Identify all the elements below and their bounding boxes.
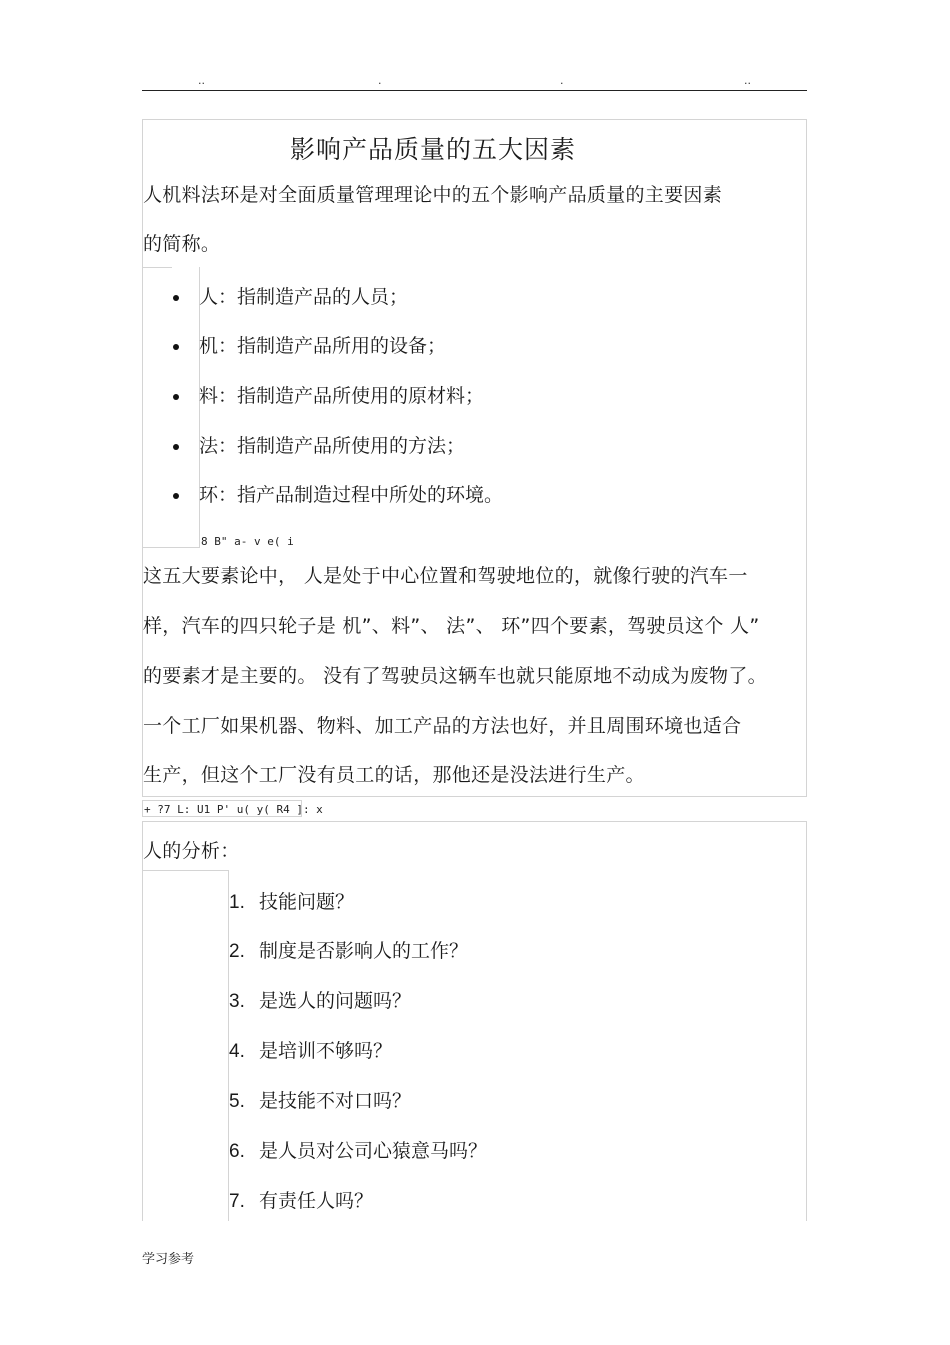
- list-item: 环：指产品制造过程中所处的环境。: [173, 480, 503, 507]
- header-dot: .: [560, 74, 564, 87]
- body-line: 一个工厂如果机器、物料、加工产品的方法也好，并且周围环境也适合: [143, 715, 742, 737]
- intro-line-2: 的简称。: [143, 233, 221, 255]
- body-line: 样，汽车的四只轮子是 机”、料”、 法”、 环”四个要素，驾驶员这个 人”: [143, 615, 760, 637]
- list-item: 6. 是人员对公司心猿意马吗？: [229, 1140, 488, 1162]
- header-dot: .: [378, 74, 382, 87]
- garbled-text: + ?7 L: U1 P' u( y( R4 ]: x: [144, 803, 323, 816]
- list-item: 机：指制造产品所用的设备；: [173, 331, 446, 358]
- page-footer: 学习参考: [142, 1252, 195, 1267]
- list-item: 7. 有责任人吗？: [229, 1190, 374, 1212]
- header-dot: ..: [744, 74, 751, 87]
- content-frame-1: [142, 119, 807, 797]
- list-item: 3. 是选人的问题吗？: [229, 990, 412, 1012]
- divider: [142, 267, 172, 268]
- header-rule: [142, 90, 807, 91]
- bullet-icon: [173, 344, 179, 350]
- analysis-heading: 人的分析：: [143, 840, 240, 862]
- list-item: 人：指制造产品的人员；: [173, 282, 408, 309]
- list-item: 1. 技能问题？: [229, 891, 355, 913]
- garbled-text: 8 B" a- v e( i: [201, 535, 294, 548]
- intro-line-1: 人机料法环是对全面质量管理理论中的五个影响产品质量的主要因素: [143, 184, 723, 206]
- list-item: 法：指制造产品所使用的方法；: [173, 431, 465, 458]
- bullet-icon: [173, 295, 179, 301]
- divider: [142, 870, 228, 871]
- bullet-icon: [173, 493, 179, 499]
- bullet-icon: [173, 394, 179, 400]
- list-item: 4. 是培训不够吗？: [229, 1040, 393, 1062]
- page-title: 影响产品质量的五大因素: [290, 135, 577, 164]
- list-item: 5. 是技能不对口吗？: [229, 1090, 412, 1112]
- body-line: 生产，但这个工厂没有员工的话，那他还是没法进行生产。: [143, 764, 645, 786]
- bullet-icon: [173, 444, 179, 450]
- list-item: 2. 制度是否影响人的工作？: [229, 940, 469, 962]
- body-line: 的要素才是主要的。 没有了驾驶员这辆车也就只能原地不动成为废物了。: [143, 665, 767, 687]
- header-dot: ..: [198, 74, 205, 87]
- body-line: 这五大要素论中， 人是处于中心位置和驾驶地位的，就像行驶的汽车一: [143, 565, 748, 587]
- list-item: 料：指制造产品所使用的原材料；: [173, 381, 484, 408]
